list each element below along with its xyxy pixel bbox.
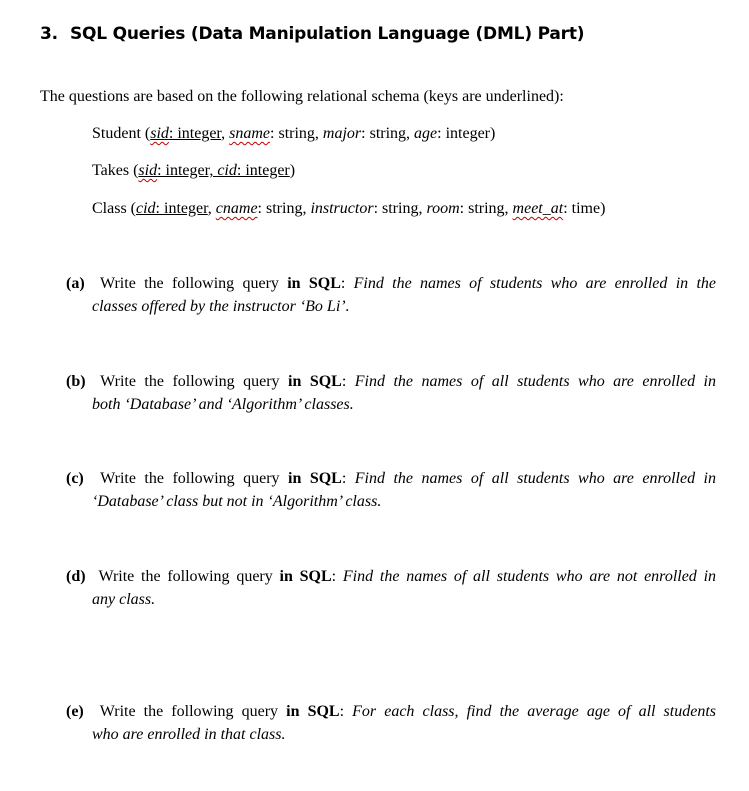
schema-takes: Takes (sid: integer, cid: integer) [92,162,296,179]
question-c: (c) Write the following query in SQL: Find the names of all students who are enrolled in ‘Database’ class but not in ‘Algorithm’ class. [66,467,716,513]
relation-name: Student [92,125,141,142]
key-sid-cid: sid: integer, cid: integer [138,162,290,179]
question-label: (a) [66,275,85,292]
key-cid: cid: integer [136,200,208,217]
question-label: (b) [66,373,86,390]
question-label: (c) [66,470,84,487]
question-a: (a) Write the following query in SQL: Find the names of students who are enrolled in the classes offered by the instructor ‘Bo Li’. [66,272,716,318]
relation-name: Class [92,200,127,217]
question-d: (d) Write the following query in SQL: Find the names of all students who are not enrolled in any class. [66,565,716,611]
intro-text: The questions are based on the following relational schema (keys are underlined): [40,88,564,105]
relation-name: Takes [92,162,130,179]
question-label: (e) [66,703,84,720]
question-e: (e) Write the following query in SQL: For each class, find the average age of all students who are enrolled in that class. [66,700,716,746]
section-title-text: SQL Queries (Data Manipulation Language (DML) Part) [70,24,585,44]
attr-age: age [414,125,438,142]
schema-class: Class (cid: integer, cname: string, instructor: string, room: string, meet_at: time) [92,200,606,217]
attr-meet-at: meet_at [512,200,564,217]
section-number: 3. [40,24,58,44]
key-sid: sid: integer [150,125,222,142]
attr-cname: cname [215,200,258,217]
attr-major: major [322,125,362,142]
attr-room: room [426,200,460,217]
question-b: (b) Write the following query in SQL: Find the names of all students who are enrolled in both ‘Database’ and ‘Algorithm’ classes. [66,370,716,416]
attr-sname: sname [229,125,271,142]
attr-instructor: instructor [310,200,374,217]
schema-student: Student (sid: integer, sname: string, major: string, age: integer) [92,125,496,142]
section-title [40,24,584,44]
question-label: (d) [66,568,86,585]
